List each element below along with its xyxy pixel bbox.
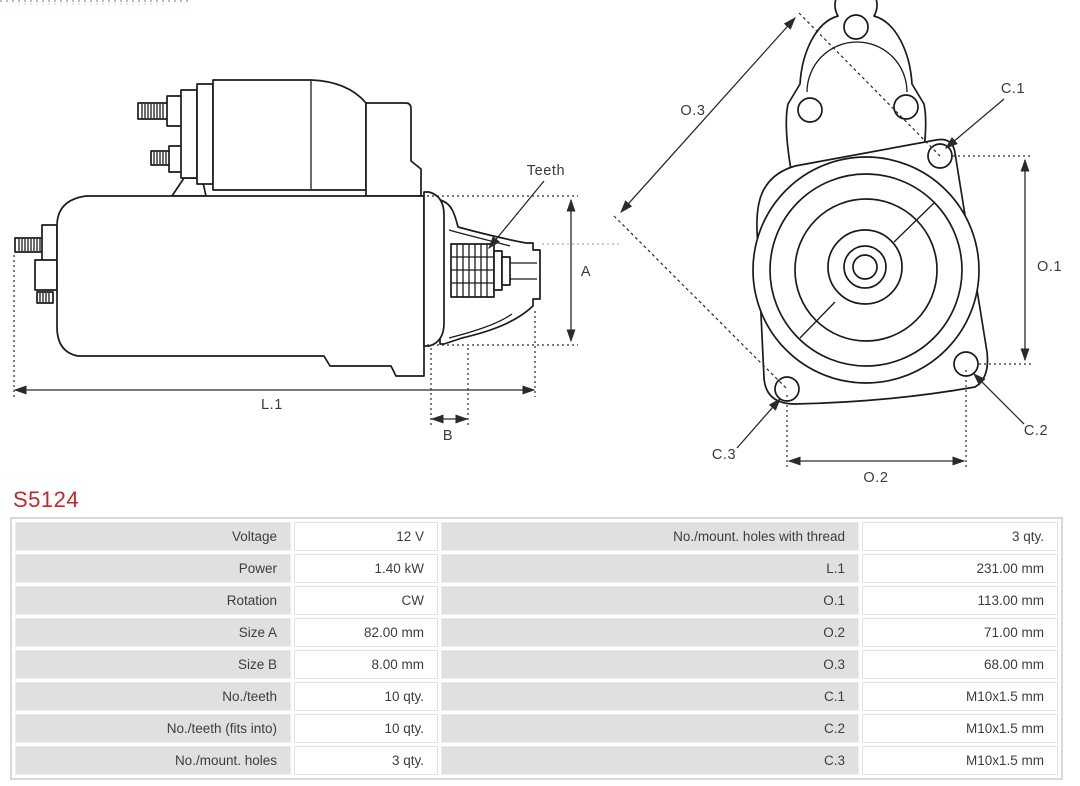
dim-o2-label: O.2 bbox=[863, 470, 889, 486]
spec-value: 8.00 mm bbox=[294, 650, 438, 679]
spec-value: CW bbox=[294, 586, 438, 615]
spec-label: No./mount. holes with thread bbox=[441, 522, 859, 551]
spec-value: 1.40 kW bbox=[294, 554, 438, 583]
spec-row bbox=[15, 746, 1058, 775]
solenoid-cap-inner bbox=[197, 84, 213, 184]
spec-row bbox=[15, 682, 1058, 711]
spec-label: O.3 bbox=[441, 650, 859, 679]
spec-value: 3 qty. bbox=[294, 746, 438, 775]
spec-label: No./teeth bbox=[15, 682, 291, 711]
callout-c1 bbox=[946, 81, 1025, 148]
spec-row bbox=[15, 650, 1058, 679]
spec-row bbox=[15, 522, 1058, 551]
spec-value: M10x1.5 mm bbox=[862, 682, 1058, 711]
teeth-label: Teeth bbox=[526, 163, 566, 179]
spec-value: 3 qty. bbox=[862, 522, 1058, 551]
spec-row bbox=[15, 714, 1058, 743]
motor-body bbox=[57, 196, 424, 376]
dim-c3-label: C.3 bbox=[711, 447, 737, 463]
housing-circles bbox=[753, 157, 979, 383]
spec-label: Rotation bbox=[15, 586, 291, 615]
dim-o1-label: O.1 bbox=[1037, 259, 1063, 275]
mount-hole-c3 bbox=[775, 377, 799, 401]
spec-table bbox=[10, 517, 1063, 780]
spec-row bbox=[15, 618, 1058, 647]
spec-row bbox=[15, 554, 1058, 583]
spec-label: L.1 bbox=[441, 554, 859, 583]
spec-label: O.1 bbox=[441, 586, 859, 615]
spec-label: O.2 bbox=[441, 618, 859, 647]
front-view-drawing bbox=[614, 0, 1062, 486]
flange-hole-left bbox=[798, 98, 822, 122]
flange-hole-top bbox=[844, 15, 868, 39]
spec-row bbox=[15, 586, 1058, 615]
dim-c1-label: C.1 bbox=[1000, 81, 1026, 97]
spec-label: Size A bbox=[15, 618, 291, 647]
spec-value: 12 V bbox=[294, 522, 438, 551]
dimension-b bbox=[431, 348, 468, 444]
spec-value: 68.00 mm bbox=[862, 650, 1058, 679]
spec-value: 231.00 mm bbox=[862, 554, 1058, 583]
spec-value: 71.00 mm bbox=[862, 618, 1058, 647]
drive-end-housing bbox=[424, 192, 540, 346]
spec-label: Size B bbox=[15, 650, 291, 679]
spec-label: No./mount. holes bbox=[15, 746, 291, 775]
spec-value: 10 qty. bbox=[294, 714, 438, 743]
callout-c3 bbox=[712, 399, 780, 463]
spec-value: 113.00 mm bbox=[862, 586, 1058, 615]
spec-label: No./teeth (fits into) bbox=[15, 714, 291, 743]
callout-c2 bbox=[974, 374, 1048, 439]
flange-hole-right bbox=[894, 95, 918, 119]
solenoid-bracket bbox=[366, 103, 421, 196]
spec-value: M10x1.5 mm bbox=[862, 714, 1058, 743]
mount-hole-c2 bbox=[954, 352, 978, 376]
dim-a-label: A bbox=[580, 264, 592, 280]
spec-label: Voltage bbox=[15, 522, 291, 551]
dim-c2-label: C.2 bbox=[1023, 423, 1049, 439]
spec-value: 82.00 mm bbox=[294, 618, 438, 647]
teeth-callout bbox=[489, 163, 565, 248]
solenoid-studs bbox=[138, 96, 184, 172]
terminal-studs bbox=[15, 225, 57, 303]
dim-l1-label: L.1 bbox=[261, 397, 283, 413]
spec-value: M10x1.5 mm bbox=[862, 746, 1058, 775]
mounting-face-ring bbox=[424, 192, 444, 346]
spec-label: C.1 bbox=[441, 682, 859, 711]
solenoid-body bbox=[213, 80, 366, 190]
dim-b-label: B bbox=[442, 428, 454, 444]
part-number-title: S5124 bbox=[13, 487, 80, 512]
spec-label: C.2 bbox=[441, 714, 859, 743]
spec-value: 10 qty. bbox=[294, 682, 438, 711]
dim-o3-label: O.3 bbox=[680, 103, 706, 119]
spec-label: Power bbox=[15, 554, 291, 583]
solenoid-cap-outer bbox=[181, 90, 197, 178]
spec-label: C.3 bbox=[441, 746, 859, 775]
side-view-drawing bbox=[14, 80, 622, 444]
